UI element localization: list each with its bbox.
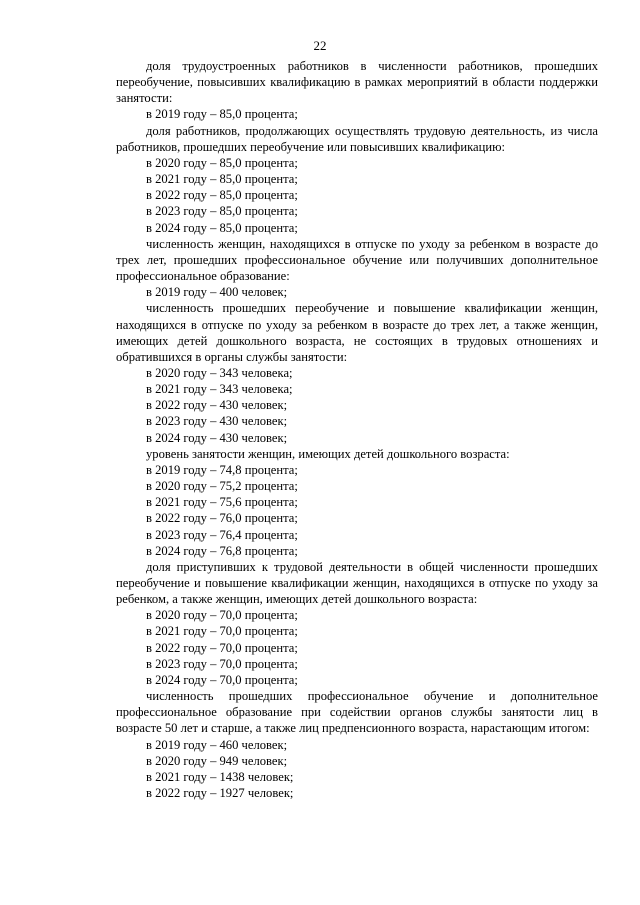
indicator-value-line: в 2020 году – 75,2 процента; bbox=[146, 479, 298, 494]
indicator-paragraph: доля трудоустроенных работников в численности работников, прошедших переобучение, повысивших квалификацию в рамках мероприятий в области поддержки занятости: bbox=[116, 59, 598, 106]
indicator-value-line: в 2024 году – 76,8 процента; bbox=[146, 543, 298, 558]
indicator-paragraph: доля приступивших к трудовой деятельности в общей численности прошедших переобучение и повышение квалификации женщин, находящихся в отпуске по уходу за ребенком, а также женщин, имеющих детей дошкольного возраста: bbox=[116, 559, 598, 607]
indicator-value-line: в 2022 году – 85,0 процента; bbox=[146, 188, 298, 203]
indicator-value-line: в 2020 году – 85,0 процента; bbox=[146, 155, 298, 170]
indicator-value-line: в 2023 году – 70,0 процента; bbox=[146, 656, 298, 671]
indicator-value-line: в 2022 году – 76,0 процента; bbox=[146, 511, 298, 526]
indicator-value-line: в 2023 году – 76,4 процента; bbox=[146, 527, 298, 542]
indicator-value-line: в 2024 году – 85,0 процента; bbox=[146, 220, 298, 235]
indicator-value-line: в 2020 году – 343 человека; bbox=[146, 365, 293, 380]
indicator-value-line: в 2023 году – 85,0 процента; bbox=[146, 204, 298, 219]
indicator-value-line: в 2019 году – 460 человек; bbox=[146, 737, 288, 752]
indicator-value-line: в 2022 году – 430 человек; bbox=[146, 398, 288, 413]
indicator-value-line: в 2022 году – 70,0 процента; bbox=[146, 640, 298, 655]
indicator-value-line: в 2021 году – 75,6 процента; bbox=[146, 495, 298, 510]
indicator-value-line: в 2022 году – 1927 человек; bbox=[146, 786, 294, 801]
indicator-value-line: в 2024 году – 70,0 процента; bbox=[146, 672, 298, 687]
indicator-value-line: в 2024 году – 430 человек; bbox=[146, 430, 288, 445]
indicator-paragraph: доля работников, продолжающих осуществлять трудовую деятельность, из числа работников, прошедших переобучение или повысивших квалификацию: bbox=[116, 123, 598, 154]
indicator-value-line: в 2021 году – 85,0 процента; bbox=[146, 172, 298, 187]
indicator-value-line: в 2023 году – 430 человек; bbox=[146, 414, 288, 429]
indicator-value-line: в 2021 году – 1438 человек; bbox=[146, 769, 294, 784]
indicator-value-line: в 2020 году – 70,0 процента; bbox=[146, 608, 298, 623]
indicator-value-line: в 2019 году – 74,8 процента; bbox=[146, 462, 298, 477]
indicator-value-line: в 2021 году – 70,0 процента; bbox=[146, 624, 298, 639]
indicator-paragraph: численность женщин, находящихся в отпуске по уходу за ребенком в возрасте до трех лет, прошедших профессиональное обучение или получивших дополнительное профессиональное образование: bbox=[116, 236, 598, 284]
indicator-heading-line: уровень занятости женщин, имеющих детей дошкольного возраста: bbox=[146, 446, 510, 461]
indicator-value-line: в 2020 году – 949 человек; bbox=[146, 753, 288, 768]
indicator-value-line: в 2021 году – 343 человека; bbox=[146, 382, 293, 397]
indicator-paragraph: численность прошедших переобучение и повышение квалификации женщин, находящихся в отпуске по уходу за ребенком в возрасте до трех лет, а также женщин, имеющих детей дошкольного возраста, не состоящих в трудовых отношениях и обратившихся в органы службы занятости: bbox=[116, 301, 598, 364]
indicator-value-line: в 2019 году – 400 человек; bbox=[146, 285, 288, 300]
page-number: 22 bbox=[313, 38, 327, 53]
indicator-value-line: в 2019 году – 85,0 процента; bbox=[146, 107, 298, 122]
document-body bbox=[116, 58, 598, 801]
indicator-paragraph: численность прошедших профессиональное обучение и дополнительное профессиональное образование при содействии органов службы занятости лиц в возрасте 50 лет и старше, а также лиц предпенсионного возраста, нарастающим итогом: bbox=[116, 689, 598, 736]
